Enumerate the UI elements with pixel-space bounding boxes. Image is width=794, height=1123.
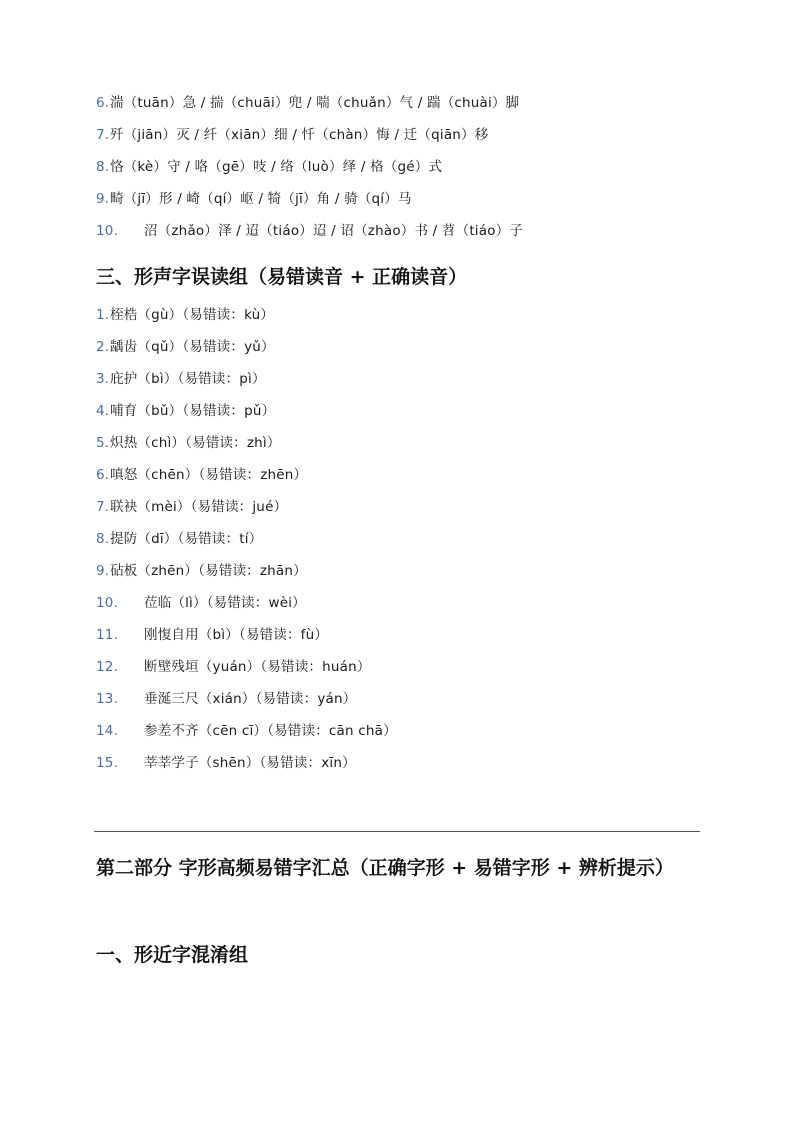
list-item — [96, 528, 397, 560]
list-item — [96, 432, 397, 464]
item-number: 9. — [96, 191, 110, 207]
item-number: 12. — [96, 659, 119, 675]
list-item — [96, 752, 397, 784]
list-item — [96, 560, 397, 592]
list-item — [96, 688, 397, 720]
item-text: 莅临（lì）（易错读：wèi） — [144, 595, 306, 611]
misread-list — [96, 304, 397, 784]
item-text: 提防（dī）（易错读：tí） — [110, 531, 263, 547]
item-text: 庇护（bì）（易错读：pì） — [110, 371, 266, 387]
item-number: 4. — [96, 403, 110, 419]
list-item — [96, 656, 397, 688]
item-number: 8. — [96, 531, 110, 547]
list-item — [96, 720, 397, 752]
item-number: 15. — [96, 755, 119, 771]
item-text: 畸（jī）形 / 崎（qí）岖 / 犄（jī）角 / 骑（qí）马 — [110, 191, 412, 207]
item-text: 参差不齐（cēn cī）（易错读：cān chā） — [144, 723, 397, 739]
item-number: 7. — [96, 499, 110, 515]
item-text: 联袂（mèi）（易错读：jué） — [110, 499, 288, 515]
item-text: 刚愎自用（bì）（易错读：fù） — [144, 627, 329, 643]
item-text: 断壁残垣（yuán）（易错读：huán） — [144, 659, 371, 675]
item-number: 5. — [96, 435, 110, 451]
list-item — [96, 464, 397, 496]
item-text: 炽热（chì）（易错读：zhì） — [110, 435, 281, 451]
list-item — [96, 624, 397, 656]
item-text: 恪（kè）守 / 咯（gē）吱 / 络（luò）绎 / 格（gé）式 — [110, 159, 443, 175]
list-item — [96, 92, 523, 124]
list-item — [96, 592, 397, 624]
item-text: 沼（zhǎo）泽 / 迢（tiáo）迢 / 诏（zhào）书 / 苕（tiáo）子 — [144, 223, 524, 239]
pronunciation-list-continued — [96, 92, 523, 252]
item-number: 11. — [96, 627, 119, 643]
list-item — [96, 304, 397, 336]
section-heading: 一、形近字混淆组 — [96, 944, 249, 966]
section-heading: 三、形声字误读组（易错读音 + 正确读音） — [96, 266, 468, 288]
list-item — [96, 368, 397, 400]
item-number: 2. — [96, 339, 110, 355]
list-item — [96, 496, 397, 528]
item-text: 哺育（bǔ）（易错读：pǔ） — [110, 403, 276, 419]
item-number: 9. — [96, 563, 110, 579]
item-text: 龋齿（qǔ）（易错读：yǔ） — [110, 339, 275, 355]
list-item — [96, 220, 523, 252]
item-number: 6. — [96, 467, 110, 483]
list-item — [96, 400, 397, 432]
list-item — [96, 336, 397, 368]
list-item — [96, 156, 523, 188]
list-item — [96, 188, 523, 220]
part-heading: 第二部分 字形高频易错字汇总（正确字形 + 易错字形 + 辨析提示） — [96, 857, 674, 879]
item-text: 歼（jiān）灭 / 纤（xiān）细 / 忏（chàn）悔 / 迁（qiān）移 — [110, 127, 489, 143]
item-number: 7. — [96, 127, 110, 143]
item-number: 10. — [96, 223, 119, 239]
item-number: 3. — [96, 371, 110, 387]
item-text: 桎梏（gù）（易错读：kù） — [110, 307, 275, 323]
item-number: 1. — [96, 307, 110, 323]
item-text: 湍（tuān）急 / 揣（chuāi）兜 / 喘（chuǎn）气 / 踹（chuài）脚 — [110, 95, 520, 111]
item-text: 嗔怒（chēn）（易错读：zhēn） — [110, 467, 308, 483]
item-number: 6. — [96, 95, 110, 111]
horizontal-divider — [94, 831, 700, 832]
list-item — [96, 124, 523, 156]
item-text: 莘莘学子（shēn）（易错读：xīn） — [144, 755, 356, 771]
item-number: 8. — [96, 159, 110, 175]
item-number: 14. — [96, 723, 119, 739]
item-number: 10. — [96, 595, 119, 611]
item-text: 垂涎三尺（xián）（易错读：yán） — [144, 691, 357, 707]
item-number: 13. — [96, 691, 119, 707]
item-text: 砧板（zhēn）（易错读：zhān） — [110, 563, 307, 579]
